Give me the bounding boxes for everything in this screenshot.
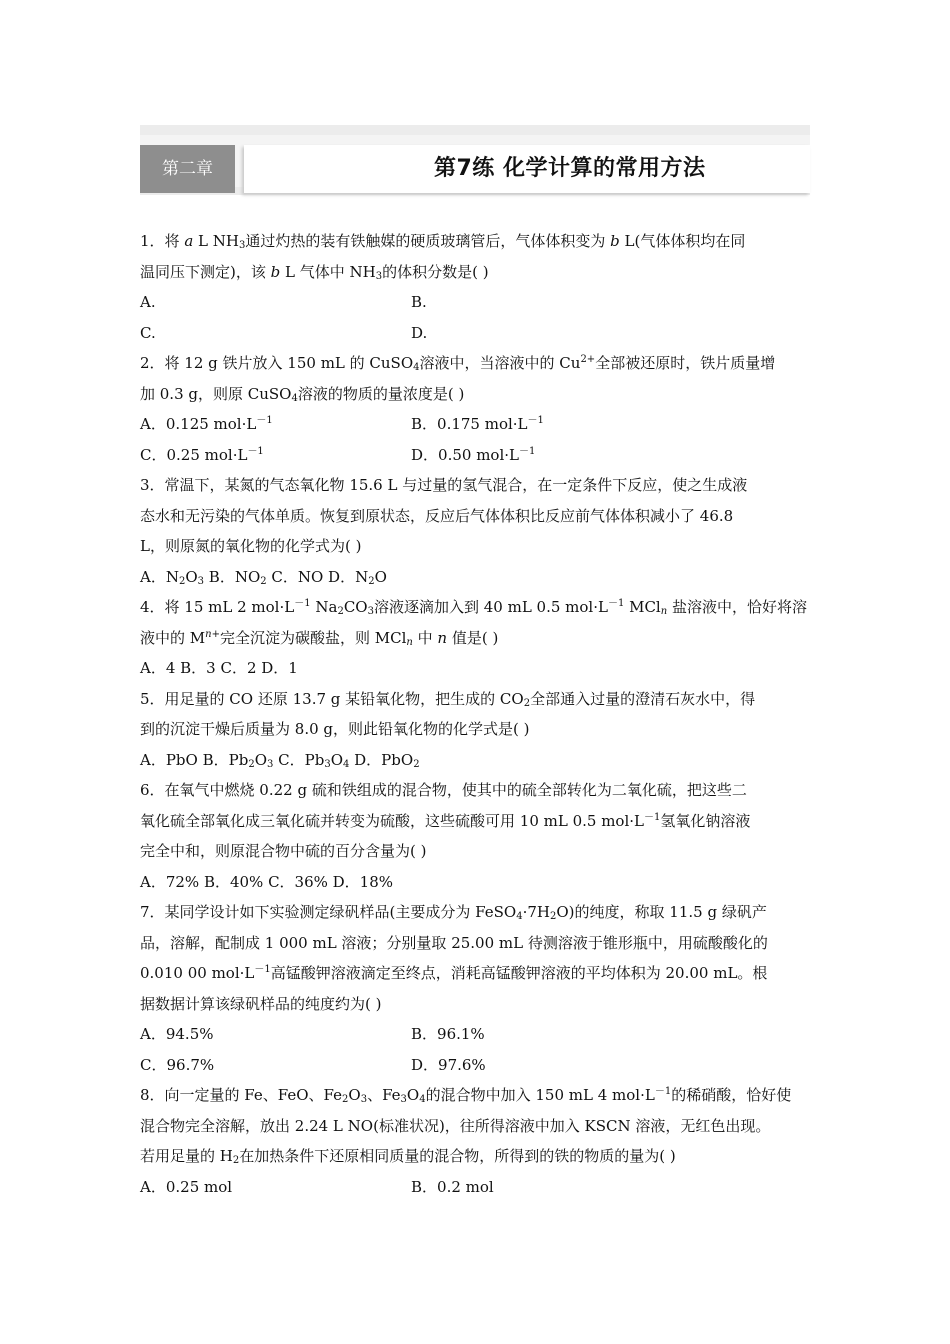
- q4-line2: 液中的 $M^{n+}$完全沉淀为碳酸盐，则 MCl$_n$ 中 n 值是( ): [140, 628, 499, 648]
- q3-line2: 态水和无污染的气体单质。恢复到原状态，反应后气体体积比反应前气体体积减小了 46.8: [140, 506, 734, 525]
- q1-options-row2: [140, 318, 820, 349]
- header-band: [140, 135, 810, 187]
- q2-line1: 2．将 12 g 铁片放入 150 mL 的 CuSO$_4$溶液中，当溶液中的 $Cu^{2+}$全部被还原时，铁片质量增: [140, 354, 776, 373]
- q1-option-d[interactable]: D.: [411, 323, 428, 342]
- q1-line2: 温同压下测定)，该 b L 气体中 $NH_3$的体积分数是( ): [140, 262, 489, 282]
- q3-line3: L，则原氮的氧化物的化学式为( ): [140, 537, 362, 555]
- page-title: 第7练 化学计算的常用方法: [434, 156, 706, 181]
- chapter-header: [140, 125, 810, 195]
- q6-options[interactable]: A．72% B．40% C．36% D．18%: [140, 872, 394, 891]
- chapter-tab: 第二章: [140, 145, 235, 193]
- q8-line3: 若用足量的 $H_2$在加热条件下还原相同质量的混合物，所得到的铁的物质的量为( ): [140, 1147, 676, 1166]
- q2-option-b[interactable]: B．0.175 $mol\cdot L^{-1}$: [411, 415, 544, 433]
- q7-line1: 7．某同学设计如下实验测定绿矾样品(主要成分为 $FeSO_4\cdot 7H_2O$)的纯度，称取 11.5 g 绿矾产: [140, 903, 767, 922]
- q7-option-b[interactable]: B．96.1%: [411, 1025, 485, 1043]
- q5-line1: 5．用足量的 CO 还原 13.7 g 某铅氧化物，把生成的 $CO_2$全部通入过量的澄清石灰水中，得: [140, 689, 756, 709]
- q1-option-c[interactable]: C.: [140, 323, 156, 342]
- q1-option-b[interactable]: B.: [411, 293, 427, 311]
- q7-option-c[interactable]: C．96.7%: [140, 1055, 215, 1074]
- q7-option-d[interactable]: D．97.6%: [411, 1055, 486, 1074]
- q8-option-a[interactable]: A．0.25 mol: [140, 1177, 233, 1196]
- q5-line2: 到的沉淀干燥后质量为 8.0 g，则此铅氧化物的化学式是( ): [140, 720, 530, 738]
- q2-option-a[interactable]: A．0.125 $mol\cdot L^{-1}$: [140, 415, 273, 433]
- q4-options[interactable]: A．4 B．3 C．2 D．1: [140, 659, 298, 677]
- q2-options-row2: [140, 440, 820, 471]
- q7-line3: 0.010 00 $mol\cdot L^{-1}$高锰酸钾溶液滴定至终点，消耗高锰酸钾溶液的平均体积为 20.00 mL。根: [140, 964, 768, 982]
- title-band: [244, 145, 810, 193]
- q8-option-b[interactable]: B．0.2 mol: [411, 1177, 494, 1196]
- q6-line1: 6．在氧气中燃烧 0.22 g 硫和铁组成的混合物，使其中的硫全部转化为二氧化硫，把这些二: [140, 781, 747, 799]
- q5-options[interactable]: A．PbO B．$Pb_2O_3$ C．$Pb_3O_4$ D．PbO$_2$: [140, 750, 420, 770]
- q2-options-row1: [140, 409, 820, 440]
- q1-options-row1: [140, 287, 820, 318]
- q6-line2: 氧化硫全部氧化成三氧化硫并转变为硫酸，这些硫酸可用 10 mL 0.5 $mol\cdot L^{-1}$氢氧化钠溶液: [140, 811, 751, 830]
- q7-options-row1: [140, 1019, 820, 1050]
- q7-options-row2: [140, 1050, 820, 1081]
- q6-line3: 完全中和，则原混合物中硫的百分含量为( ): [140, 842, 427, 860]
- q2-option-d[interactable]: D．0.50 $mol\cdot L^{-1}$: [411, 445, 536, 464]
- q1-option-a[interactable]: A.: [140, 293, 156, 311]
- q7-line2: 品，溶解，配制成 1 000 mL 溶液；分别量取 25.00 mL 待测溶液于锥形瓶中，用硫酸酸化的: [140, 933, 768, 952]
- q3-line1: 3．常温下，某氮的气态氧化物 15.6 L 与过量的氢气混合，在一定条件下反应，使之生成液: [140, 476, 748, 494]
- q2-option-c[interactable]: C．0.25 $mol\cdot L^{-1}$: [140, 445, 264, 464]
- q8-line1: 8．向一定量的 Fe、FeO、$Fe_2O_3$、$Fe_3O_4$的混合物中加入 150 mL 4 $mol\cdot L^{-1}$的稀硝酸，恰好使: [140, 1086, 792, 1105]
- q2-line2: 加 0.3 g，则原 CuSO$_4$溶液的物质的量浓度是( ): [140, 384, 465, 404]
- q3-options[interactable]: A．$N_2O_3$ B．$NO_2$ C．NO D．$N_2O$: [140, 567, 387, 587]
- q1-line1: 1．将 a L $NH_3$通过灼热的装有铁触媒的硬质玻璃管后，气体体积变为 b L(气体体积均在同: [140, 232, 746, 251]
- question-list: [140, 226, 820, 1202]
- q7-line4: 据数据计算该绿矾样品的纯度约为( ): [140, 994, 382, 1013]
- q8-options-row1: [140, 1172, 820, 1203]
- q8-line2: 混合物完全溶解，放出 2.24 L NO(标准状况)，往所得溶液中加入 KSCN 溶液，无红色出现。: [140, 1116, 771, 1135]
- q7-option-a[interactable]: A．94.5%: [140, 1025, 214, 1043]
- q4-line1: 4．将 15 mL 2 $mol\cdot L^{-1}$ $Na_2CO_3$溶液逐滴加入到 40 mL 0.5 $mol\cdot L^{-1}$ MCl$_n$ 盐溶液中，恰好将溶: [140, 598, 807, 617]
